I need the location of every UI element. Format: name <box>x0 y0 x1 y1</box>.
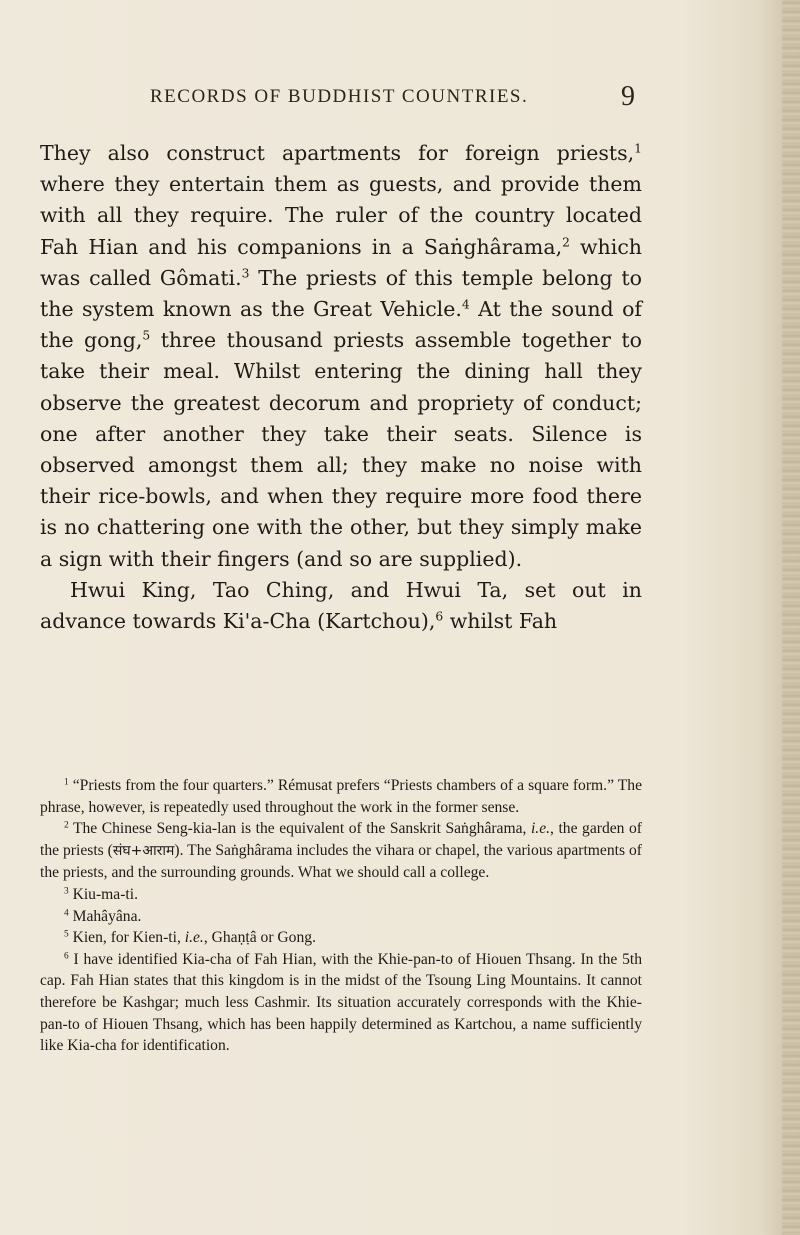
footnote-ref-1: 1 <box>634 141 642 156</box>
footnote-ref-6: 6 <box>435 609 444 624</box>
footnote-1 <box>40 775 642 818</box>
footnote-text: Kien, for Kien-ti, <box>68 929 185 947</box>
footnote-ref-5: 5 <box>142 328 151 343</box>
footnote-ref-3: 3 <box>241 266 250 281</box>
footnote-number: 6 <box>64 951 69 962</box>
footnote-text: , Ghaṇṭâ or Gong. <box>203 929 316 947</box>
footnote-italic: i.e. <box>530 820 551 838</box>
footnote-ref-2: 2 <box>562 235 570 250</box>
footnote-text: I have identified Kia-cha of Fah Hian, with the Khie-pan-to of Hiouen Thsang. In the 5th cap. Fah Hian states that this kingdom is in the midst of the Tsoung Ling Mountains. It cannot therefore be Kashgar; much less Cashmir. Its situation accurately corresponds with the Khie-pan-to of Hiouen Thsang, which has been happily determined as Kartchou, a name sufficiently like Kia-cha for identification. <box>40 950 642 1055</box>
footnote-5 <box>40 927 642 949</box>
page-number: 9 <box>621 81 635 112</box>
footnote-3 <box>40 884 642 906</box>
text-run: where they entertain them as guests, and provide them with all they require. The ruler of the country located Fah Hian and his companions in a Saṅghârama, <box>40 172 642 259</box>
text-run: which was called Gômati. <box>40 234 643 290</box>
main-text <box>40 138 642 637</box>
running-head <box>0 81 800 112</box>
footnote-number: 2 <box>64 820 69 831</box>
text-run: The priests of this temple belong to the system known as the Great Vehicle. <box>40 265 642 322</box>
footnote-ref-4: 4 <box>461 297 470 312</box>
text-run: Hwui King, Tao Ching, and Hwui Ta, set out in advance towards Ki'a-Cha (Kartchou), <box>40 577 642 634</box>
footnote-number: 4 <box>64 907 69 918</box>
footnote-number: 1 <box>64 777 69 788</box>
text-run: They also construct apartments for foreign priests, <box>40 141 635 165</box>
footnote-6 <box>40 949 642 1057</box>
footnotes <box>40 775 642 1057</box>
footnote-text: The Chinese Seng-kia-lan is the equivalent of the Sanskrit Saṅghârama, <box>68 820 531 838</box>
running-title: RECORDS OF BUDDHIST COUNTRIES. <box>150 86 529 107</box>
footnote-text: , the garden of the priests ( <box>40 820 642 859</box>
paragraph <box>40 138 642 575</box>
footnote-text: Mahâyâna. <box>68 907 142 925</box>
footnote-text: ). The Saṅghârama includes the vihara or chapel, the various apartments of the priests, and the surrounding grounds. What we should call a college. <box>40 841 643 882</box>
text-run: three thousand priests assemble together to take their meal. Whilst entering the dining hall they observe the greatest decorum and propriety of conduct; one after another they take their seats. Silence is observed amongst them all; they make no noise with their rice-bowls, and when they require more food there is no chattering one with the other, but they simply make a sign with their fingers (and so are supplied). <box>40 328 642 571</box>
paragraph <box>40 575 642 637</box>
footnote-text: Kiu-ma-ti. <box>68 885 138 903</box>
footnote-4 <box>40 906 642 928</box>
page-edge <box>782 0 800 1235</box>
footnote-text: “Priests from the four quarters.” Rémusat prefers “Priests chambers of a square form.” The phrase, however, is repeatedly used throughout the work in the former sense. <box>40 777 642 816</box>
sanskrit-term: संघ+आराम <box>112 842 175 859</box>
footnote-2 <box>40 818 642 884</box>
text-run: At the sound of the gong, <box>40 297 643 353</box>
footnote-number: 5 <box>64 929 69 940</box>
footnote-number: 3 <box>64 886 69 897</box>
text-run: whilst Fah <box>443 609 558 634</box>
footnote-italic: i.e. <box>184 929 204 947</box>
